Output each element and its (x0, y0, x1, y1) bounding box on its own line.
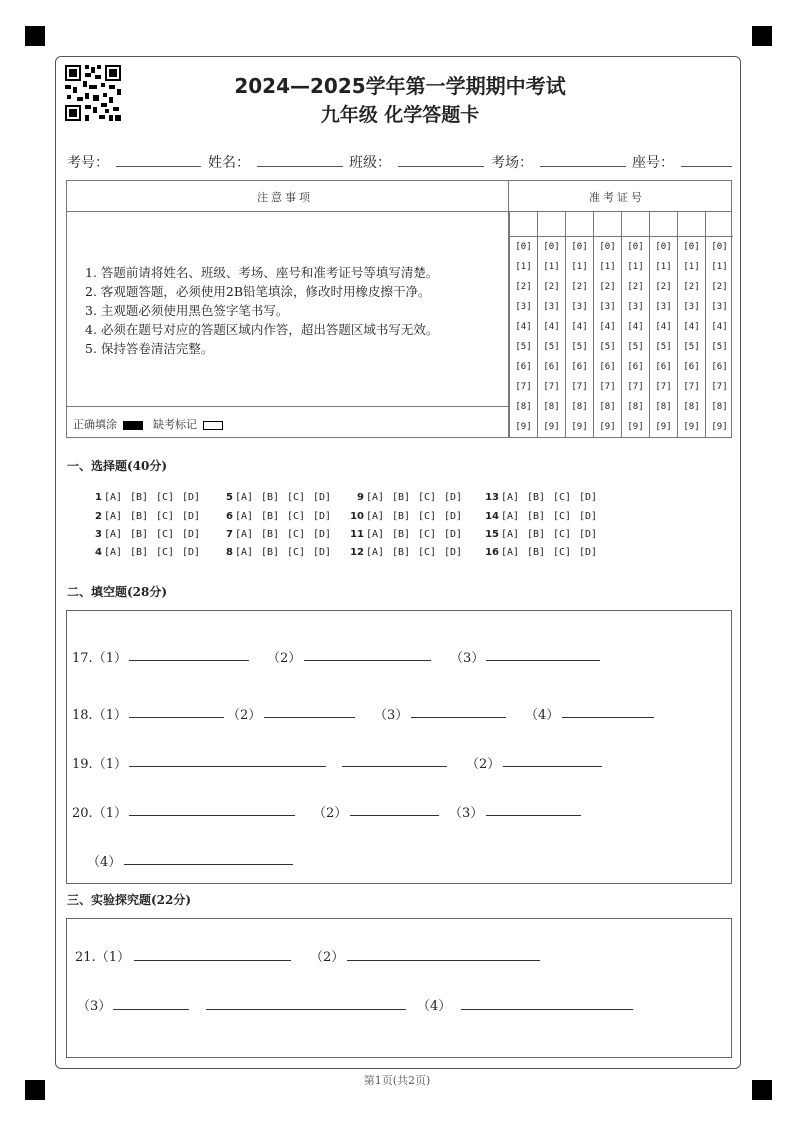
admission-id-bubble[interactable]: [5] (655, 342, 672, 352)
admission-id-bubble[interactable]: [8] (543, 402, 560, 412)
choice-bubble[interactable]: [C] (418, 492, 437, 503)
q19-label: 19.（1） (72, 757, 127, 772)
choice-bubble[interactable]: [D] (182, 529, 201, 540)
admission-id-write-cell[interactable] (594, 211, 621, 237)
choice-question-row (346, 529, 470, 540)
class-label: 班级： (349, 155, 391, 171)
admission-id-bubble[interactable]: [2] (627, 282, 644, 292)
choice-question-row (481, 492, 605, 503)
admission-id-bubble[interactable]: [6] (571, 362, 588, 372)
admission-id-bubble[interactable]: [3] (627, 302, 644, 312)
admission-id-bubble[interactable]: [0] (655, 242, 672, 252)
rule-item: 2. 客观题答题，必须使用2B铅笔填涂，修改时用橡皮擦干净。 (85, 284, 431, 299)
exam-subtitle: 九年级 化学答题卡 (320, 104, 480, 126)
admission-id-bubble[interactable]: [2] (543, 282, 560, 292)
choice-question-row (84, 511, 208, 522)
exam-number-field[interactable] (116, 166, 201, 167)
q21-part3b-line[interactable] (206, 1009, 406, 1010)
choice-bubble[interactable]: [C] (418, 547, 437, 558)
choice-bubble[interactable]: [A] (104, 547, 123, 558)
admission-id-bubble[interactable]: [6] (627, 362, 644, 372)
choice-bubble[interactable]: [C] (418, 529, 437, 540)
admission-id-bubble[interactable]: [1] (515, 262, 532, 272)
choice-question-row (346, 492, 470, 503)
seat-field[interactable] (681, 166, 732, 167)
question-number: 10 (350, 511, 364, 522)
admission-id-write-cell[interactable] (678, 211, 705, 237)
admission-id-bubble[interactable]: [1] (683, 262, 700, 272)
choice-bubble[interactable]: [B] (527, 547, 546, 558)
admission-id-bubble[interactable]: [8] (655, 402, 672, 412)
choice-question-row (84, 492, 208, 503)
choice-bubble[interactable]: [D] (313, 529, 332, 540)
admission-id-bubble[interactable]: [7] (571, 382, 588, 392)
experiment-answer-box (66, 918, 732, 1058)
admission-id-bubble[interactable]: [4] (571, 322, 588, 332)
admission-id-bubble[interactable]: [7] (627, 382, 644, 392)
admission-id-bubble[interactable]: [1] (543, 262, 560, 272)
admission-id-column (565, 211, 593, 437)
admission-id-bubble[interactable]: [9] (627, 422, 644, 432)
choice-bubble[interactable]: [B] (392, 529, 411, 540)
choice-bubble[interactable]: [A] (366, 511, 385, 522)
q20-part4-line[interactable] (124, 864, 293, 865)
admission-id-bubble[interactable]: [3] (543, 302, 560, 312)
admission-id-bubble[interactable]: [6] (711, 362, 728, 372)
admission-id-bubble[interactable]: [7] (515, 382, 532, 392)
admission-id-bubble[interactable]: [7] (655, 382, 672, 392)
name-field[interactable] (257, 166, 343, 167)
q19-part1-line[interactable] (129, 766, 326, 767)
section-2-title: 二、填空题(28分) (67, 585, 168, 599)
choice-bubble[interactable]: [B] (130, 511, 149, 522)
admission-id-bubble[interactable]: [2] (655, 282, 672, 292)
filled-mark-example (123, 421, 143, 430)
choice-bubble[interactable]: [A] (366, 492, 385, 503)
q18-part2-line[interactable] (264, 717, 355, 718)
admission-id-bubble[interactable]: [9] (655, 422, 672, 432)
question-number: 3 (95, 529, 102, 540)
admission-id-bubble[interactable]: [4] (683, 322, 700, 332)
choice-bubble[interactable]: [B] (130, 529, 149, 540)
choice-bubble[interactable]: [D] (313, 547, 332, 558)
q19-part2-label: （2） (466, 757, 501, 772)
admission-id-bubble[interactable]: [1] (711, 262, 728, 272)
choice-bubble[interactable]: [B] (261, 547, 280, 558)
choice-bubble[interactable]: [A] (235, 529, 254, 540)
choice-question-row (215, 492, 339, 503)
admission-id-bubble[interactable]: [0] (571, 242, 588, 252)
question-number: 12 (350, 547, 364, 558)
q18-part2-label: （2） (227, 708, 262, 723)
admission-id-bubble[interactable]: [7] (711, 382, 728, 392)
choice-question-row (215, 529, 339, 540)
admission-id-bubble[interactable]: [1] (571, 262, 588, 272)
admission-id-write-cell[interactable] (650, 211, 677, 237)
admission-id-bubble[interactable]: [6] (655, 362, 672, 372)
q18-part4-line[interactable] (562, 717, 654, 718)
admission-id-header: 准考证号 (589, 191, 645, 204)
q19-part2-line[interactable] (503, 766, 602, 767)
choice-bubble[interactable]: [B] (392, 511, 411, 522)
correct-fill-label: 正确填涂 (73, 418, 117, 431)
qr-code-icon (65, 65, 121, 121)
admission-id-bubble[interactable]: [8] (599, 402, 616, 412)
choice-bubble[interactable]: [C] (156, 492, 175, 503)
admission-id-bubble[interactable]: [7] (599, 382, 616, 392)
q20-part4-label: （4） (87, 855, 122, 870)
admission-id-bubble[interactable]: [2] (515, 282, 532, 292)
question-number: 6 (226, 511, 233, 522)
q21-part4-line[interactable] (461, 1009, 633, 1010)
admission-id-bubble[interactable]: [9] (711, 422, 728, 432)
choice-bubble[interactable]: [C] (156, 511, 175, 522)
question-number: 14 (485, 511, 499, 522)
q17-label: 17.（1） (72, 651, 127, 666)
admission-id-column (593, 211, 621, 437)
admission-id-bubble[interactable]: [0] (543, 242, 560, 252)
question-number: 7 (226, 529, 233, 540)
choice-bubble[interactable]: [B] (261, 511, 280, 522)
question-number: 8 (226, 547, 233, 558)
admission-id-bubble[interactable]: [2] (599, 282, 616, 292)
choice-bubble[interactable]: [B] (392, 547, 411, 558)
exam-number-label: 考号： (67, 155, 109, 171)
choice-bubble[interactable]: [C] (287, 547, 306, 558)
q17-part3-line[interactable] (486, 660, 600, 661)
admission-id-bubble[interactable]: [9] (683, 422, 700, 432)
admission-id-bubble[interactable]: [9] (571, 422, 588, 432)
admission-id-bubble[interactable]: [1] (627, 262, 644, 272)
admission-id-column (537, 211, 565, 437)
admission-id-bubble[interactable]: [5] (515, 342, 532, 352)
class-field[interactable] (398, 166, 484, 167)
admission-id-bubble[interactable]: [4] (711, 322, 728, 332)
choice-question-row (346, 511, 470, 522)
choice-bubble[interactable]: [D] (579, 492, 598, 503)
admission-id-bubble[interactable]: [8] (515, 402, 532, 412)
q17-part1-line[interactable] (129, 660, 249, 661)
admission-id-column (509, 211, 537, 437)
seat-label: 座号： (632, 155, 674, 171)
admission-id-bubble[interactable]: [5] (711, 342, 728, 352)
q18-part4-label: （4） (525, 708, 560, 723)
choice-bubble[interactable]: [A] (366, 529, 385, 540)
question-number: 13 (485, 492, 499, 503)
choice-bubble[interactable]: [C] (553, 547, 572, 558)
q21-part1-line[interactable] (134, 960, 291, 961)
choice-bubble[interactable]: [A] (104, 492, 123, 503)
q21-part2-line[interactable] (347, 960, 540, 961)
choice-bubble[interactable]: [B] (261, 529, 280, 540)
admission-id-bubble[interactable]: [5] (683, 342, 700, 352)
admission-id-bubble[interactable]: [4] (599, 322, 616, 332)
q21-part3-label: （3） (77, 999, 112, 1014)
fill-in-answer-box (66, 610, 732, 884)
notice-rules (85, 263, 438, 358)
admission-id-bubble[interactable]: [7] (543, 382, 560, 392)
q20-part2-label: （2） (313, 806, 348, 821)
choice-question-row (346, 547, 470, 558)
q18-part3-label: （3） (374, 708, 409, 723)
choice-bubble[interactable]: [A] (235, 511, 254, 522)
admission-id-write-cell[interactable] (510, 211, 537, 237)
admission-id-bubble[interactable]: [5] (543, 342, 560, 352)
q17-part3-label: （3） (450, 651, 485, 666)
choice-bubble[interactable]: [A] (104, 511, 123, 522)
choice-bubble[interactable]: [B] (527, 511, 546, 522)
choice-bubble[interactable]: [C] (287, 511, 306, 522)
registration-mark-top-left (25, 26, 45, 46)
admission-id-bubble[interactable]: [4] (515, 322, 532, 332)
question-number: 11 (350, 529, 364, 540)
name-label: 姓名： (208, 155, 250, 171)
rule-item: 5. 保持答卷清洁完整。 (85, 341, 214, 356)
admission-id-bubble[interactable]: [8] (711, 402, 728, 412)
choice-bubble[interactable]: [D] (444, 529, 463, 540)
admission-id-write-cell[interactable] (706, 211, 733, 237)
choice-question-row (84, 547, 208, 558)
choice-bubble[interactable]: [C] (156, 529, 175, 540)
q20-part1-line[interactable] (129, 815, 295, 816)
admission-id-bubble[interactable]: [0] (599, 242, 616, 252)
q17-part2-label: （2） (267, 651, 302, 666)
admission-id-bubble[interactable]: [8] (627, 402, 644, 412)
q20-part3-line[interactable] (486, 815, 581, 816)
admission-id-bubble[interactable]: [8] (683, 402, 700, 412)
admission-id-bubble[interactable]: [1] (599, 262, 616, 272)
admission-id-bubble[interactable]: [0] (683, 242, 700, 252)
choice-bubble[interactable]: [D] (444, 492, 463, 503)
admission-id-bubble[interactable]: [4] (655, 322, 672, 332)
question-number: 4 (95, 547, 102, 558)
registration-mark-top-right (752, 26, 772, 46)
admission-id-write-cell[interactable] (622, 211, 649, 237)
admission-id-bubble[interactable]: [0] (627, 242, 644, 252)
admission-id-write-cell[interactable] (538, 211, 565, 237)
admission-id-bubble[interactable]: [8] (571, 402, 588, 412)
choice-bubble[interactable]: [C] (418, 511, 437, 522)
choice-bubble[interactable]: [C] (553, 492, 572, 503)
question-number: 15 (485, 529, 499, 540)
admission-id-bubble[interactable]: [9] (599, 422, 616, 432)
choice-bubble[interactable]: [A] (501, 547, 520, 558)
admission-id-bubble[interactable]: [4] (543, 322, 560, 332)
page-footer: 第1页(共2页) (363, 1074, 431, 1087)
admission-id-bubble[interactable]: [6] (599, 362, 616, 372)
q20-part2-line[interactable] (350, 815, 439, 816)
admission-id-bubble[interactable]: [0] (515, 242, 532, 252)
admission-id-bubble[interactable]: [3] (683, 302, 700, 312)
admission-id-bubble[interactable]: [2] (683, 282, 700, 292)
question-number: 16 (485, 547, 499, 558)
choice-question-row (215, 511, 339, 522)
choice-bubble[interactable]: [D] (313, 492, 332, 503)
admission-id-bubble[interactable]: [3] (655, 302, 672, 312)
admission-id-bubble[interactable]: [3] (599, 302, 616, 312)
rule-item: 4. 必须在题号对应的答题区域内作答，超出答题区域书写无效。 (85, 322, 439, 337)
admission-id-column (621, 211, 649, 437)
choice-bubble[interactable]: [C] (287, 492, 306, 503)
choice-bubble[interactable]: [B] (527, 492, 546, 503)
admission-id-bubble[interactable]: [2] (711, 282, 728, 292)
choice-bubble[interactable]: [A] (235, 547, 254, 558)
choice-question-row (481, 529, 605, 540)
admission-id-bubble[interactable]: [3] (515, 302, 532, 312)
admission-id-bubble[interactable]: [2] (571, 282, 588, 292)
choice-bubble[interactable]: [A] (501, 511, 520, 522)
choice-bubble[interactable]: [B] (130, 492, 149, 503)
choice-question-row (481, 511, 605, 522)
exam-title: 2024—2025学年第一学期期中考试 (234, 74, 566, 98)
q21-part3-line[interactable] (113, 1009, 189, 1010)
admission-id-bubble[interactable]: [9] (515, 422, 532, 432)
choice-bubble[interactable]: [C] (287, 529, 306, 540)
choice-question-row (84, 529, 208, 540)
exam-room-label: 考场： (491, 155, 533, 171)
admission-id-bubble[interactable]: [6] (543, 362, 560, 372)
choice-bubble[interactable]: [D] (444, 511, 463, 522)
question-number: 9 (357, 492, 364, 503)
choice-bubble[interactable]: [A] (235, 492, 254, 503)
admission-id-column (649, 211, 677, 437)
choice-bubble[interactable]: [A] (501, 492, 520, 503)
choice-bubble[interactable]: [C] (553, 529, 572, 540)
q21-label: 21.（1） (75, 950, 130, 965)
admission-id-bubble[interactable]: [1] (655, 262, 672, 272)
choice-bubble[interactable]: [D] (313, 511, 332, 522)
q20-part3-label: （3） (449, 806, 484, 821)
admission-id-bubble[interactable]: [9] (543, 422, 560, 432)
choice-bubble[interactable]: [D] (444, 547, 463, 558)
choice-bubble[interactable]: [A] (366, 547, 385, 558)
exam-room-field[interactable] (540, 166, 626, 167)
notice-header: 注意事项 (257, 191, 313, 204)
absent-mark-box[interactable] (203, 421, 223, 430)
rule-item: 3. 主观题必须使用黑色签字笔书写。 (85, 303, 289, 318)
admission-id-bubble[interactable]: [5] (599, 342, 616, 352)
admission-id-column (677, 211, 705, 437)
choice-bubble[interactable]: [D] (182, 547, 201, 558)
q20-label: 20.（1） (72, 806, 127, 821)
fill-legend (73, 416, 223, 432)
q18-part1-line[interactable] (129, 717, 224, 718)
q18-part3-line[interactable] (411, 717, 506, 718)
choice-bubble[interactable]: [D] (579, 547, 598, 558)
q21-part2-label: （2） (310, 950, 345, 965)
notice-block (66, 180, 732, 438)
choice-bubble[interactable]: [B] (392, 492, 411, 503)
admission-id-bubble[interactable]: [7] (683, 382, 700, 392)
student-info-row (67, 152, 732, 172)
q21-part4-label: （4） (417, 999, 452, 1014)
absent-mark-label: 缺考标记 (153, 418, 197, 431)
admission-id-bubble[interactable]: [5] (571, 342, 588, 352)
choice-bubble[interactable]: [B] (527, 529, 546, 540)
admission-id-bubble[interactable]: [5] (627, 342, 644, 352)
choice-bubble[interactable]: [D] (579, 511, 598, 522)
q19-part1b-line[interactable] (342, 766, 447, 767)
choice-question-row (481, 547, 605, 558)
question-number: 2 (95, 511, 102, 522)
question-number: 1 (95, 492, 102, 503)
choice-bubble[interactable]: [D] (182, 511, 201, 522)
choice-bubble[interactable]: [B] (130, 547, 149, 558)
rule-item: 1. 答题前请将姓名、班级、考场、座号和准考证号等填写清楚。 (85, 265, 439, 280)
choice-bubble[interactable]: [C] (553, 511, 572, 522)
choice-bubble[interactable]: [C] (156, 547, 175, 558)
admission-id-bubble[interactable]: [6] (515, 362, 532, 372)
admission-id-bubble[interactable]: [4] (627, 322, 644, 332)
question-number: 5 (226, 492, 233, 503)
choice-bubble[interactable]: [A] (104, 529, 123, 540)
choice-bubble[interactable]: [D] (579, 529, 598, 540)
admission-id-bubble[interactable]: [3] (571, 302, 588, 312)
q17-part2-line[interactable] (304, 660, 431, 661)
choice-bubble[interactable]: [A] (501, 529, 520, 540)
admission-id-column (705, 211, 733, 437)
q18-label: 18.（1） (72, 708, 127, 723)
admission-id-write-cell[interactable] (566, 211, 593, 237)
admission-id-bubble[interactable]: [0] (711, 242, 728, 252)
section-3-title: 三、实验探究题(22分) (67, 893, 192, 907)
section-1-title: 一、选择题(40分) (67, 459, 168, 473)
admission-id-bubble[interactable]: [3] (711, 302, 728, 312)
choice-bubble[interactable]: [D] (182, 492, 201, 503)
admission-id-bubble[interactable]: [6] (683, 362, 700, 372)
choice-bubble[interactable]: [B] (261, 492, 280, 503)
choice-question-row (215, 547, 339, 558)
